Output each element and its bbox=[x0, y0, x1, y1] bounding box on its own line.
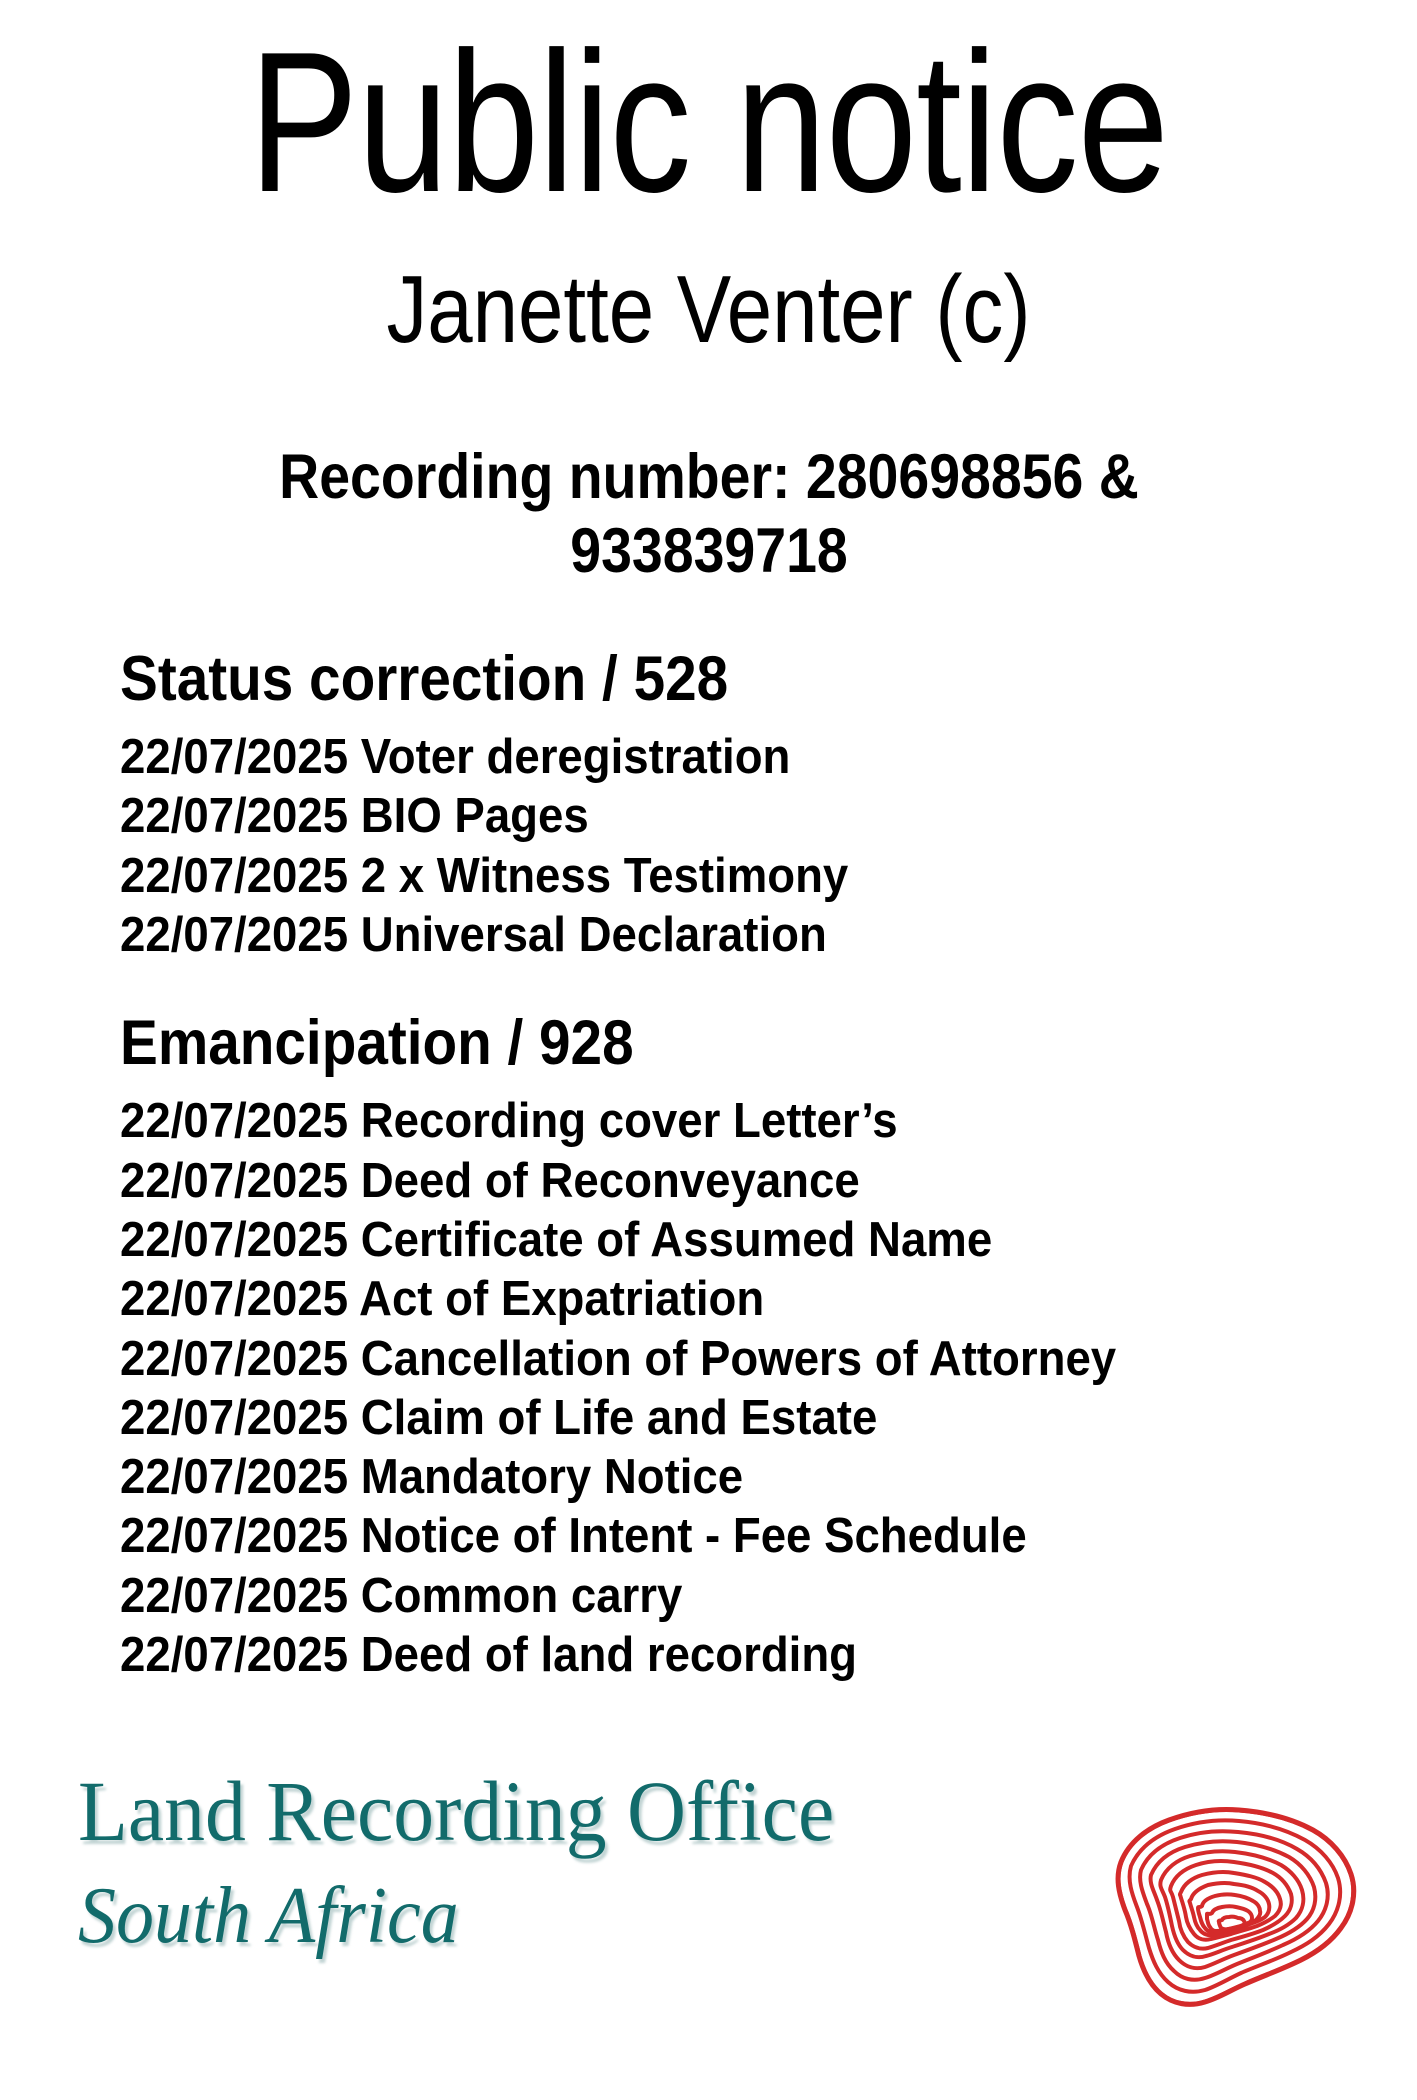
entry-list bbox=[120, 1092, 1357, 1685]
entry-description: Voter deregistration bbox=[360, 729, 791, 784]
entry-date: 22/07/2025 bbox=[120, 1212, 349, 1267]
entry-description: Common carry bbox=[360, 1568, 683, 1623]
list-item bbox=[120, 1389, 1270, 1448]
entry-description: Universal Declaration bbox=[360, 907, 827, 962]
list-item bbox=[120, 1448, 1270, 1507]
entry-date: 22/07/2025 bbox=[120, 907, 349, 962]
entry-date: 22/07/2025 bbox=[120, 1272, 349, 1327]
entry-date: 22/07/2025 bbox=[120, 1568, 349, 1623]
entry-description: Act of Expatriation bbox=[359, 1272, 765, 1327]
section-status-correction bbox=[120, 645, 1357, 965]
entry-description: Deed of Reconveyance bbox=[360, 1153, 860, 1208]
entry-date: 22/07/2025 bbox=[120, 1509, 349, 1564]
entry-date: 22/07/2025 bbox=[120, 1331, 349, 1386]
entry-description: Mandatory Notice bbox=[360, 1450, 744, 1505]
entry-date: 22/07/2025 bbox=[120, 1390, 349, 1445]
list-item bbox=[120, 906, 1270, 965]
list-item bbox=[120, 1152, 1270, 1211]
section-emancipation bbox=[120, 1009, 1357, 1685]
entry-date: 22/07/2025 bbox=[120, 1094, 349, 1149]
list-item bbox=[120, 787, 1270, 846]
page-title: Public notice bbox=[248, 11, 1169, 234]
list-item bbox=[120, 1567, 1270, 1626]
organization-line2: South Africa bbox=[78, 1872, 459, 1960]
entry-description: Notice of Intent - Fee Schedule bbox=[360, 1509, 1027, 1564]
list-item bbox=[120, 1330, 1270, 1389]
list-item bbox=[120, 847, 1270, 906]
entry-date: 22/07/2025 bbox=[120, 789, 349, 844]
sections-container bbox=[0, 645, 1417, 1686]
footer-logo bbox=[0, 1760, 1417, 2060]
recording-number: Recording number: 280698856 & 933839718 bbox=[278, 442, 1139, 587]
section-heading: Status correction / 528 bbox=[120, 643, 729, 714]
list-item bbox=[120, 728, 1270, 787]
list-item bbox=[120, 1092, 1270, 1151]
list-item bbox=[120, 1507, 1270, 1566]
entry-description: BIO Pages bbox=[360, 789, 589, 844]
entry-date: 22/07/2025 bbox=[120, 848, 349, 903]
entry-date: 22/07/2025 bbox=[120, 1627, 349, 1682]
subject-name: Janette Venter (c) bbox=[386, 256, 1031, 363]
list-item bbox=[120, 1626, 1270, 1685]
entry-description: Deed of land recording bbox=[360, 1627, 858, 1682]
list-item bbox=[120, 1270, 1270, 1329]
entry-date: 22/07/2025 bbox=[120, 1450, 349, 1505]
entry-description: 2 x Witness Testimony bbox=[360, 848, 849, 903]
section-heading: Emancipation / 928 bbox=[120, 1008, 634, 1079]
organization-name bbox=[78, 1763, 874, 1960]
entry-description: Certificate of Assumed Name bbox=[360, 1212, 993, 1267]
south-africa-fingerprint-map-icon bbox=[1069, 1770, 1369, 2030]
entry-description: Claim of Life and Estate bbox=[360, 1390, 878, 1445]
entry-description: Recording cover Letter’s bbox=[360, 1094, 898, 1149]
organization-line1: Land Recording Office bbox=[78, 1763, 835, 1859]
entry-list bbox=[120, 728, 1357, 965]
entry-date: 22/07/2025 bbox=[120, 729, 349, 784]
list-item bbox=[120, 1211, 1270, 1270]
entry-date: 22/07/2025 bbox=[120, 1153, 349, 1208]
entry-description: Cancellation of Powers of Attorney bbox=[360, 1331, 1117, 1386]
